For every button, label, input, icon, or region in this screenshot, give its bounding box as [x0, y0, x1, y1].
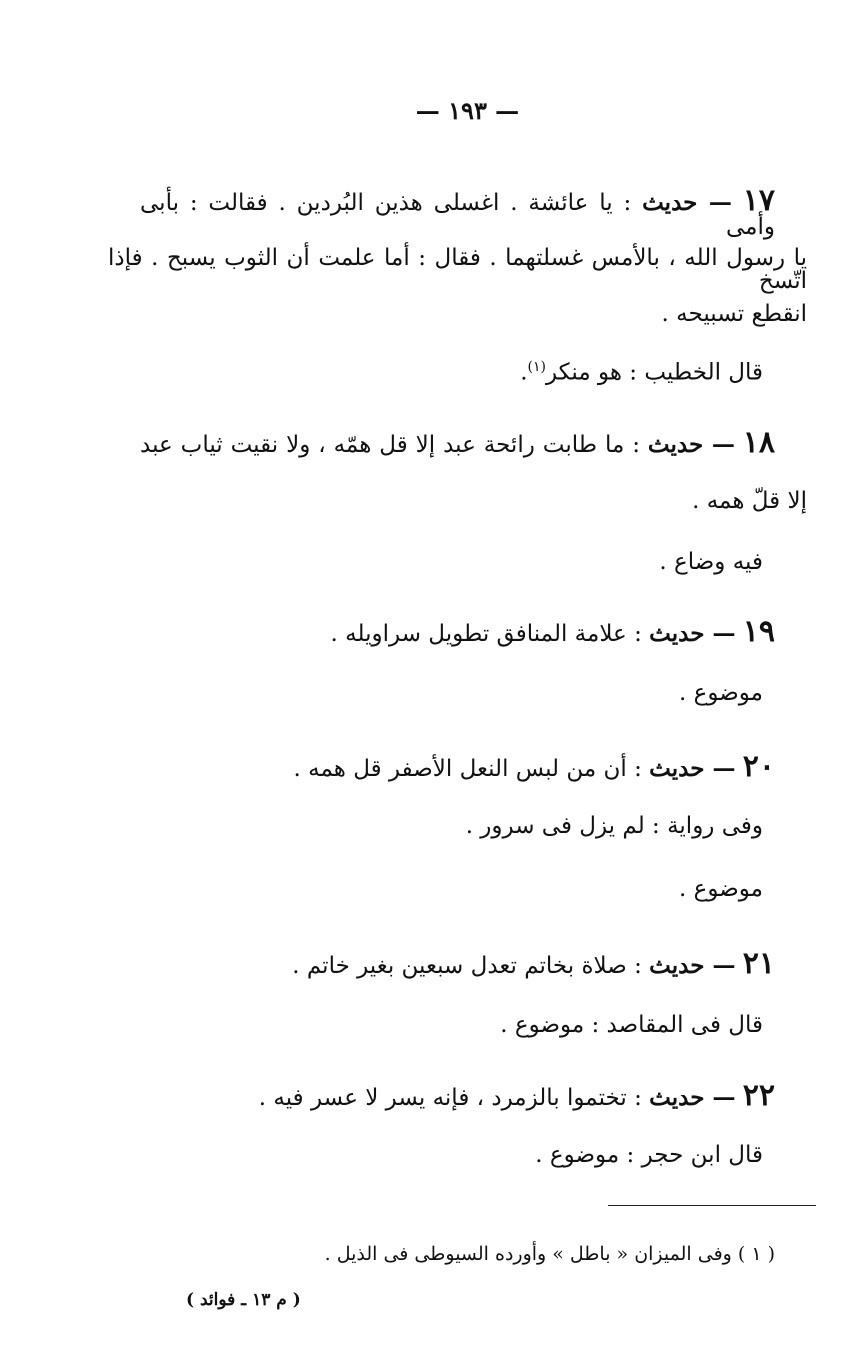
- entry-18-line-2: إلا قلّ همه .: [692, 488, 807, 514]
- entry-text: : ما طابت رائحة عبد إلا قل همّه ، ولا نقيت ثياب عبد: [140, 432, 640, 458]
- entry-20-line-1: [293, 749, 775, 784]
- footnote: ( ١ ) وفى الميزان « باطل » وأورده السيوطى فى الذيل .: [324, 1243, 775, 1265]
- entry-number: ٢١: [742, 946, 775, 981]
- entry-number: ١٧: [742, 183, 775, 218]
- entry-number: ٢٢: [742, 1078, 775, 1113]
- entry-21-note: قال فى المقاصد : موضوع .: [500, 1012, 763, 1038]
- entry-18-note: فيه وضاع .: [659, 549, 763, 575]
- entry-18-line-1: [140, 425, 775, 460]
- entry-number: ١٨: [742, 425, 775, 460]
- entry-number: ٢٠: [742, 749, 775, 784]
- entry-number: ١٩: [742, 614, 775, 649]
- entry-label: — حديث: [642, 189, 732, 216]
- entry-20-note-1: وفى رواية : لم يزل فى سرور .: [465, 813, 763, 839]
- entry-22-note: قال ابن حجر : موضوع .: [535, 1142, 763, 1168]
- entry-21-line-1: [292, 946, 775, 981]
- note-text: قال الخطيب : هو منكر: [545, 359, 763, 386]
- entry-20-note-2: موضوع .: [679, 876, 763, 902]
- footnote-divider: [608, 1205, 816, 1206]
- signature-mark: ( م ١٣ ـ فوائد ): [186, 1290, 301, 1310]
- entry-label: — حديث: [649, 952, 736, 979]
- entry-22-line-1: [258, 1078, 775, 1113]
- entry-text: : يا عائشة . اغسلى هذين البُردين . فقالت : بأبى وأمى: [140, 190, 775, 240]
- entry-19-line-1: [330, 614, 775, 649]
- entry-19-note: موضوع .: [679, 680, 763, 706]
- entry-text: : صلاة بخاتم تعدل سبعين بغير خاتم .: [292, 953, 642, 979]
- entry-text: : علامة المنافق تطويل سراويله .: [330, 621, 642, 647]
- note-end: .: [520, 359, 528, 386]
- entry-text: : تختموا بالزمرد ، فإنه يسر لا عسر فيه .: [258, 1085, 642, 1111]
- entry-17-line-1: [140, 183, 775, 240]
- entry-17-line-2: يا رسول الله ، بالأمس غسلتهما . فقال : أما علمت أن الثوب يسبح . فإذا اتّسخ: [108, 245, 807, 294]
- entry-label: — حديث: [647, 431, 735, 458]
- entry-text: : أن من لبس النعل الأصفر قل همه .: [293, 756, 642, 782]
- page-number: — ١٩٣ —: [415, 96, 520, 125]
- entry-label: — حديث: [649, 620, 736, 647]
- entry-17-line-3: انقطع تسبيحه .: [661, 301, 807, 327]
- entry-label: — حديث: [649, 1084, 736, 1111]
- entry-label: — حديث: [649, 755, 736, 782]
- footnote-reference: (١): [527, 359, 546, 375]
- entry-17-note: [520, 360, 763, 385]
